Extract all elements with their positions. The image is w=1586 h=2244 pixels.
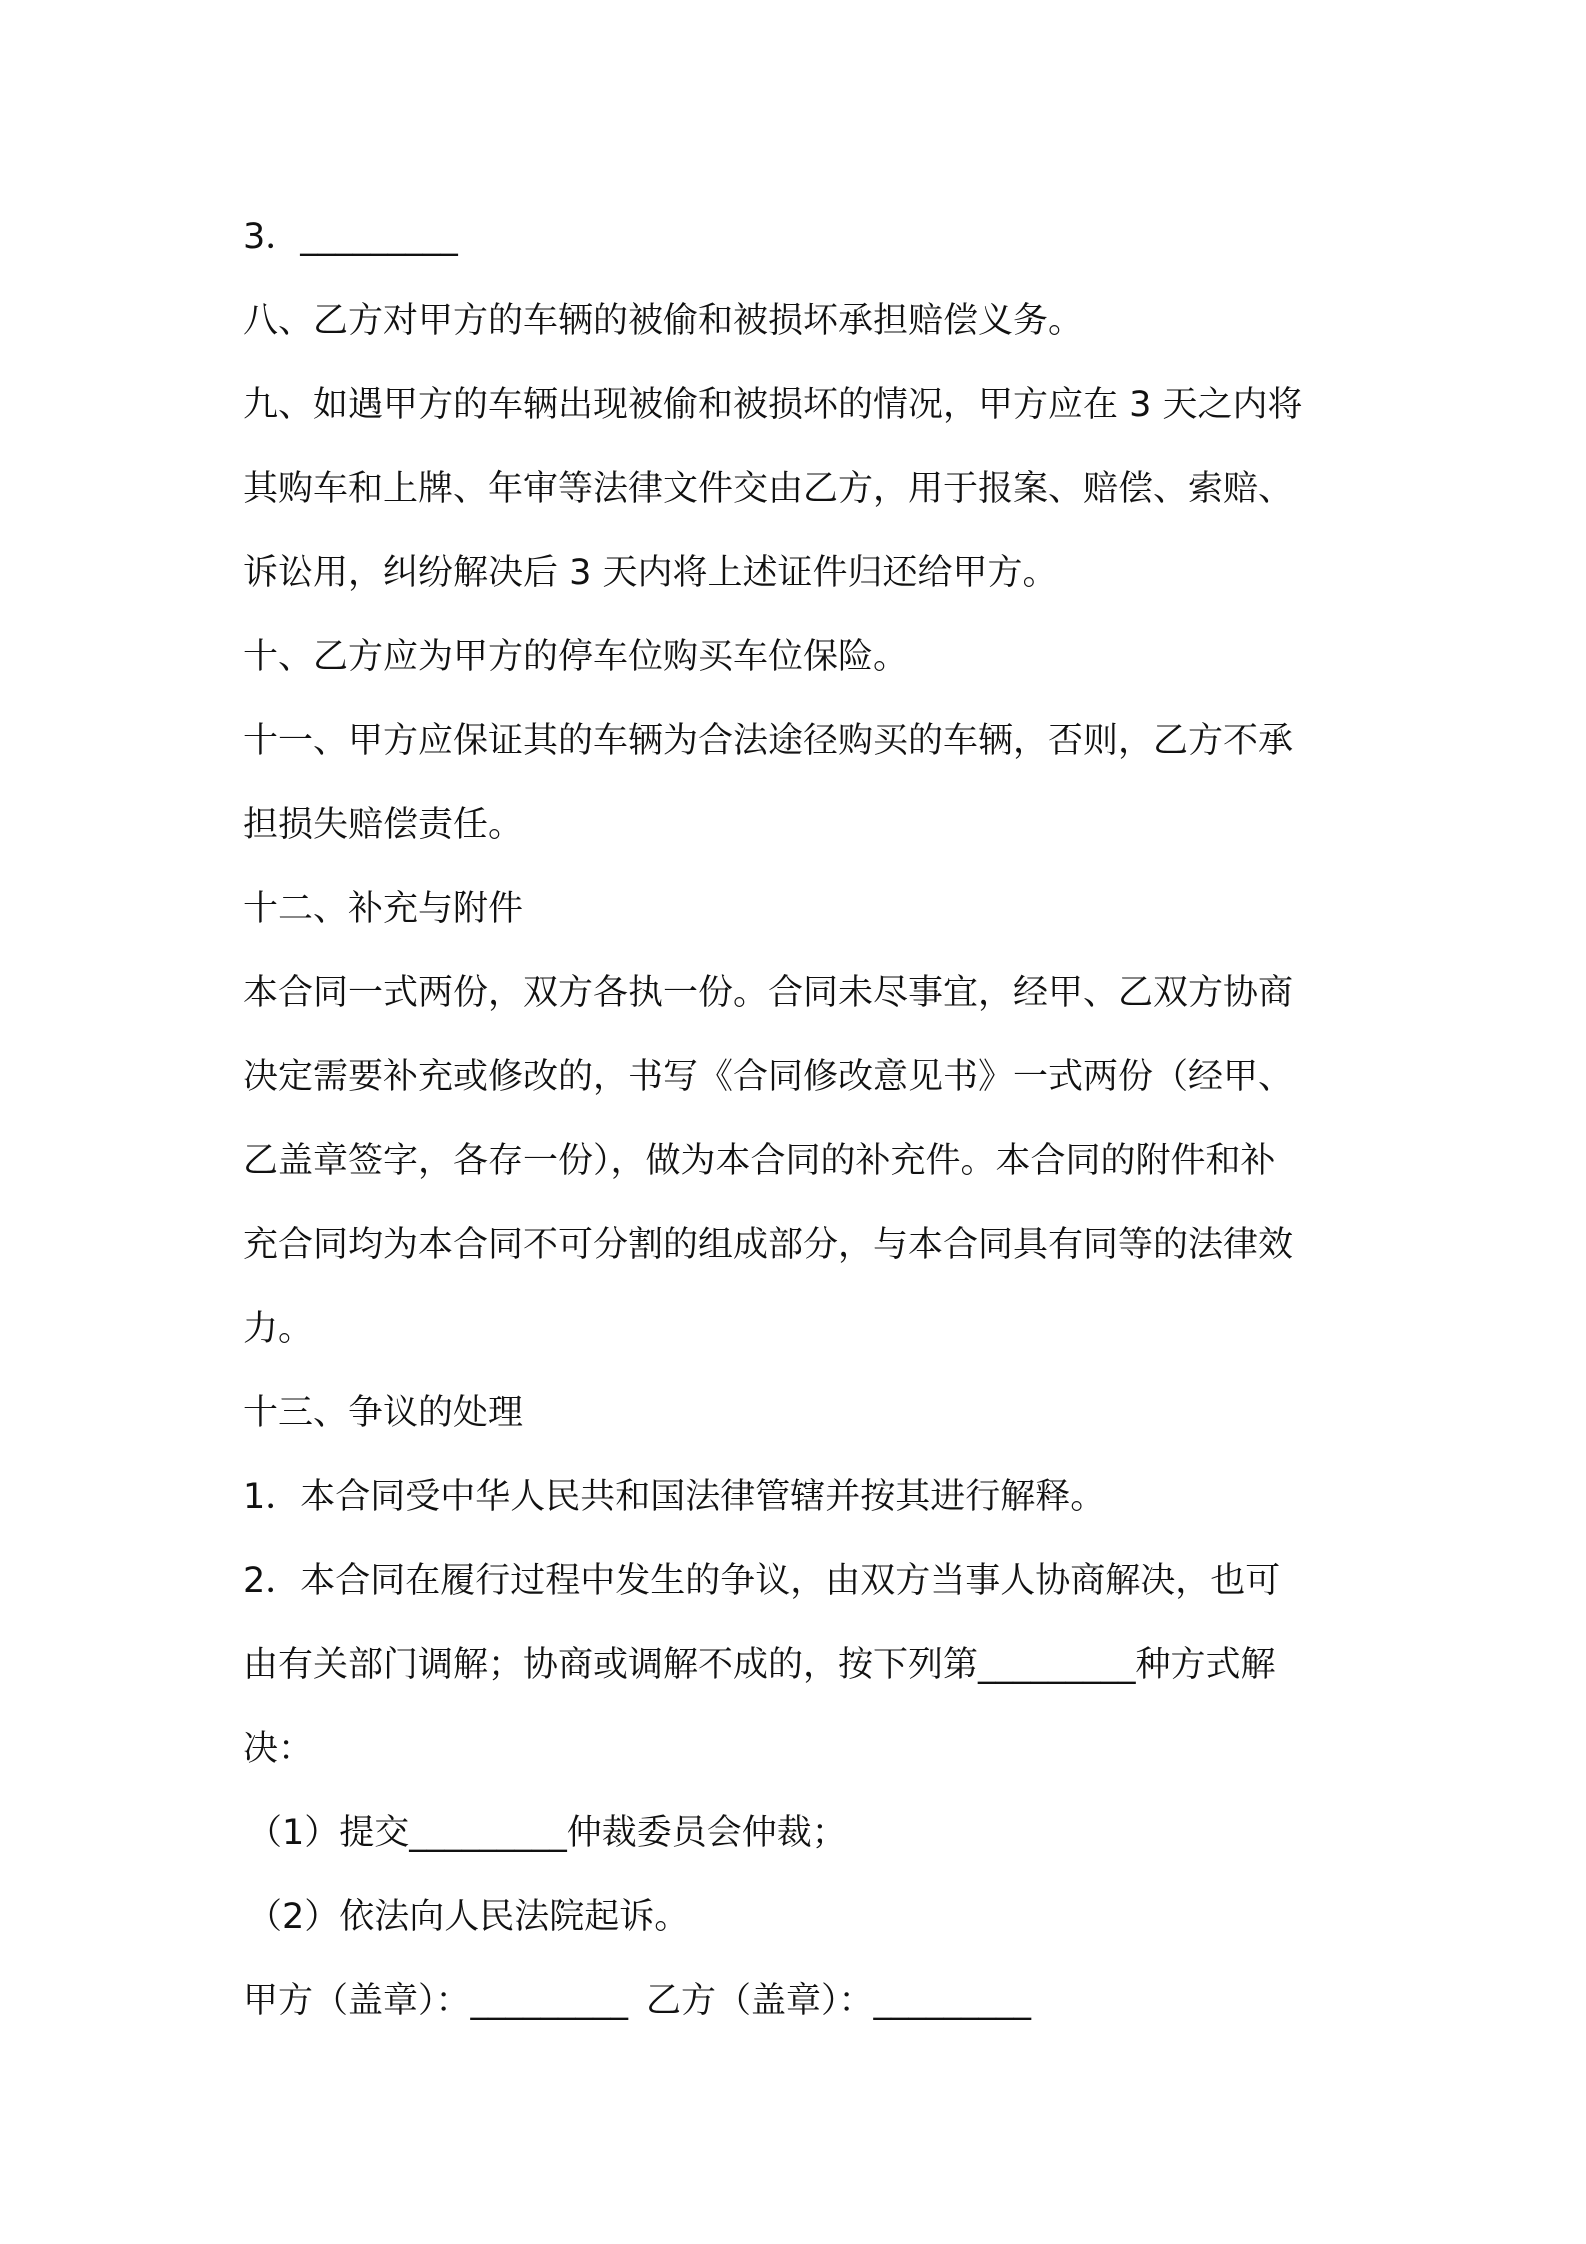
clause-11-line-2: 担损失赔偿责任。: [243, 805, 524, 845]
clause-12-line-2: 决定需要补充或修改的，书写《合同修改意见书》一式两份（经甲、: [243, 1057, 1294, 1097]
clause-9-line-2: 其购车和上牌、年审等法律文件交由乙方，用于报案、赔偿、索赔、: [243, 469, 1294, 509]
clause-13-item-1: 1．本合同受中华人民共和国法律管辖并按其进行解释。: [243, 1477, 1106, 1517]
contract-body: [243, 195, 1355, 2043]
clause-13-item-2-line-1: 2．本合同在履行过程中发生的争议，由双方当事人协商解决，也可: [243, 1561, 1281, 1601]
signature-row: [243, 1959, 1355, 2043]
clause-9-line-1: 九、如遇甲方的车辆出现被偷和被损坏的情况，甲方应在 3 天之内将: [243, 385, 1303, 425]
clause-13-item-2-line-2: 由有关部门调解；协商或调解不成的，按下列第_________种方式解: [243, 1645, 1276, 1685]
clause-12-line-1: 本合同一式两份，双方各执一份。合同未尽事宜，经甲、乙双方协商: [243, 973, 1294, 1013]
clause-11-line-1: 十一、甲方应保证其的车辆为合法途径购买的车辆，否则，乙方不承: [243, 721, 1294, 761]
party-a-seal: 甲方（盖章）：_________: [243, 1981, 629, 2021]
clause-12-line-4: 充合同均为本合同不可分割的组成部分，与本合同具有同等的法律效: [243, 1225, 1294, 1265]
clause-13-heading: 十三、争议的处理: [243, 1393, 524, 1433]
option-litigation: （2）依法向人民法院起诉。: [247, 1897, 690, 1937]
clause-8: 八、乙方对甲方的车辆的被偷和被损坏承担赔偿义务。: [243, 301, 1084, 341]
party-b-seal: 乙方（盖章）：_________: [646, 1981, 1032, 2021]
clause-13-item-2-line-3: 决：: [243, 1729, 314, 1769]
clause-12-line-3: 乙盖章签字，各存一份），做为本合同的补充件。本合同的附件和补: [243, 1141, 1276, 1181]
option-arbitration: （1）提交_________仲裁委员会仲裁；: [247, 1813, 847, 1853]
clause-10: 十、乙方应为甲方的停车位购买车位保险。: [243, 637, 909, 677]
clause-12-heading: 十二、补充与附件: [243, 889, 524, 929]
clause-7-item-3: 3．_________: [243, 217, 458, 257]
clause-12-line-5: 力。: [243, 1309, 314, 1349]
clause-9-line-3: 诉讼用，纠纷解决后 3 天内将上述证件归还给甲方。: [243, 553, 1058, 593]
